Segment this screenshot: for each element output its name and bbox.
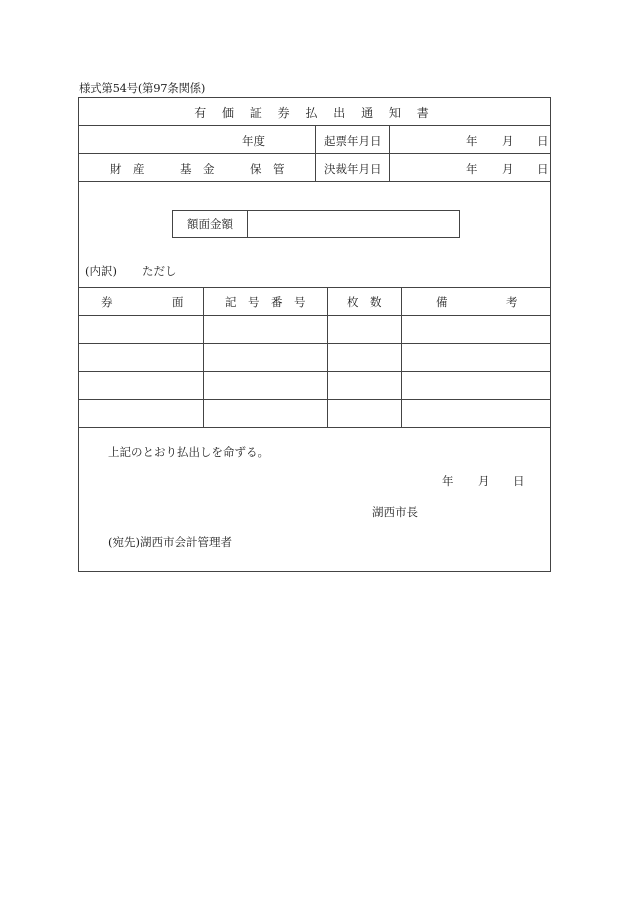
addressee: (宛先)湖西市会計管理者 [108,535,232,549]
divider [79,287,550,288]
face-amount-box [172,210,460,238]
draft-date-label: 起票年月日 [324,134,382,148]
fiscal-year-label: 年度 [242,134,265,148]
header-remarks-left: 備 [436,295,448,309]
divider [315,126,316,153]
form-title: 有 価 証 券 払 出 通 知 書 [194,106,435,120]
fund-label: 基 金 [180,162,215,176]
face-amount-label: 額面金額 [173,211,248,237]
instruction-text: 上記のとおり払出しを命ずる。 [108,445,269,459]
breakdown-note: ただし [142,264,177,278]
decision-date-label: 決裁年月日 [324,162,382,176]
divider [79,343,550,344]
divider [327,288,328,428]
issuer-name: 湖西市長 [372,505,418,519]
asset-label: 財 産 [110,162,145,176]
footer-month: 月 [478,474,490,488]
decision-month: 月 [502,162,514,176]
custody-label: 保 管 [250,162,285,176]
divider [79,315,550,316]
breakdown-label: (内訳) [85,264,117,278]
footer-day: 日 [513,474,525,488]
face-amount-field[interactable] [248,211,459,237]
draft-year: 年 [466,134,478,148]
divider [315,154,316,181]
divider [401,288,402,428]
notice-form [78,97,551,572]
draft-day: 日 [537,134,549,148]
divider [79,399,550,400]
decision-day: 日 [537,162,549,176]
divider [79,371,550,372]
footer-year: 年 [442,474,454,488]
header-face-left: 券 [101,295,113,309]
header-remarks-right: 考 [506,295,518,309]
header-face-right: 面 [172,295,184,309]
header-count: 枚 数 [347,295,382,309]
divider [79,427,550,428]
decision-year: 年 [466,162,478,176]
header-serial: 記 号 番 号 [225,295,306,309]
divider [79,181,550,182]
draft-month: 月 [502,134,514,148]
divider [203,288,204,428]
form-number: 様式第54号(第97条関係) [79,81,206,95]
